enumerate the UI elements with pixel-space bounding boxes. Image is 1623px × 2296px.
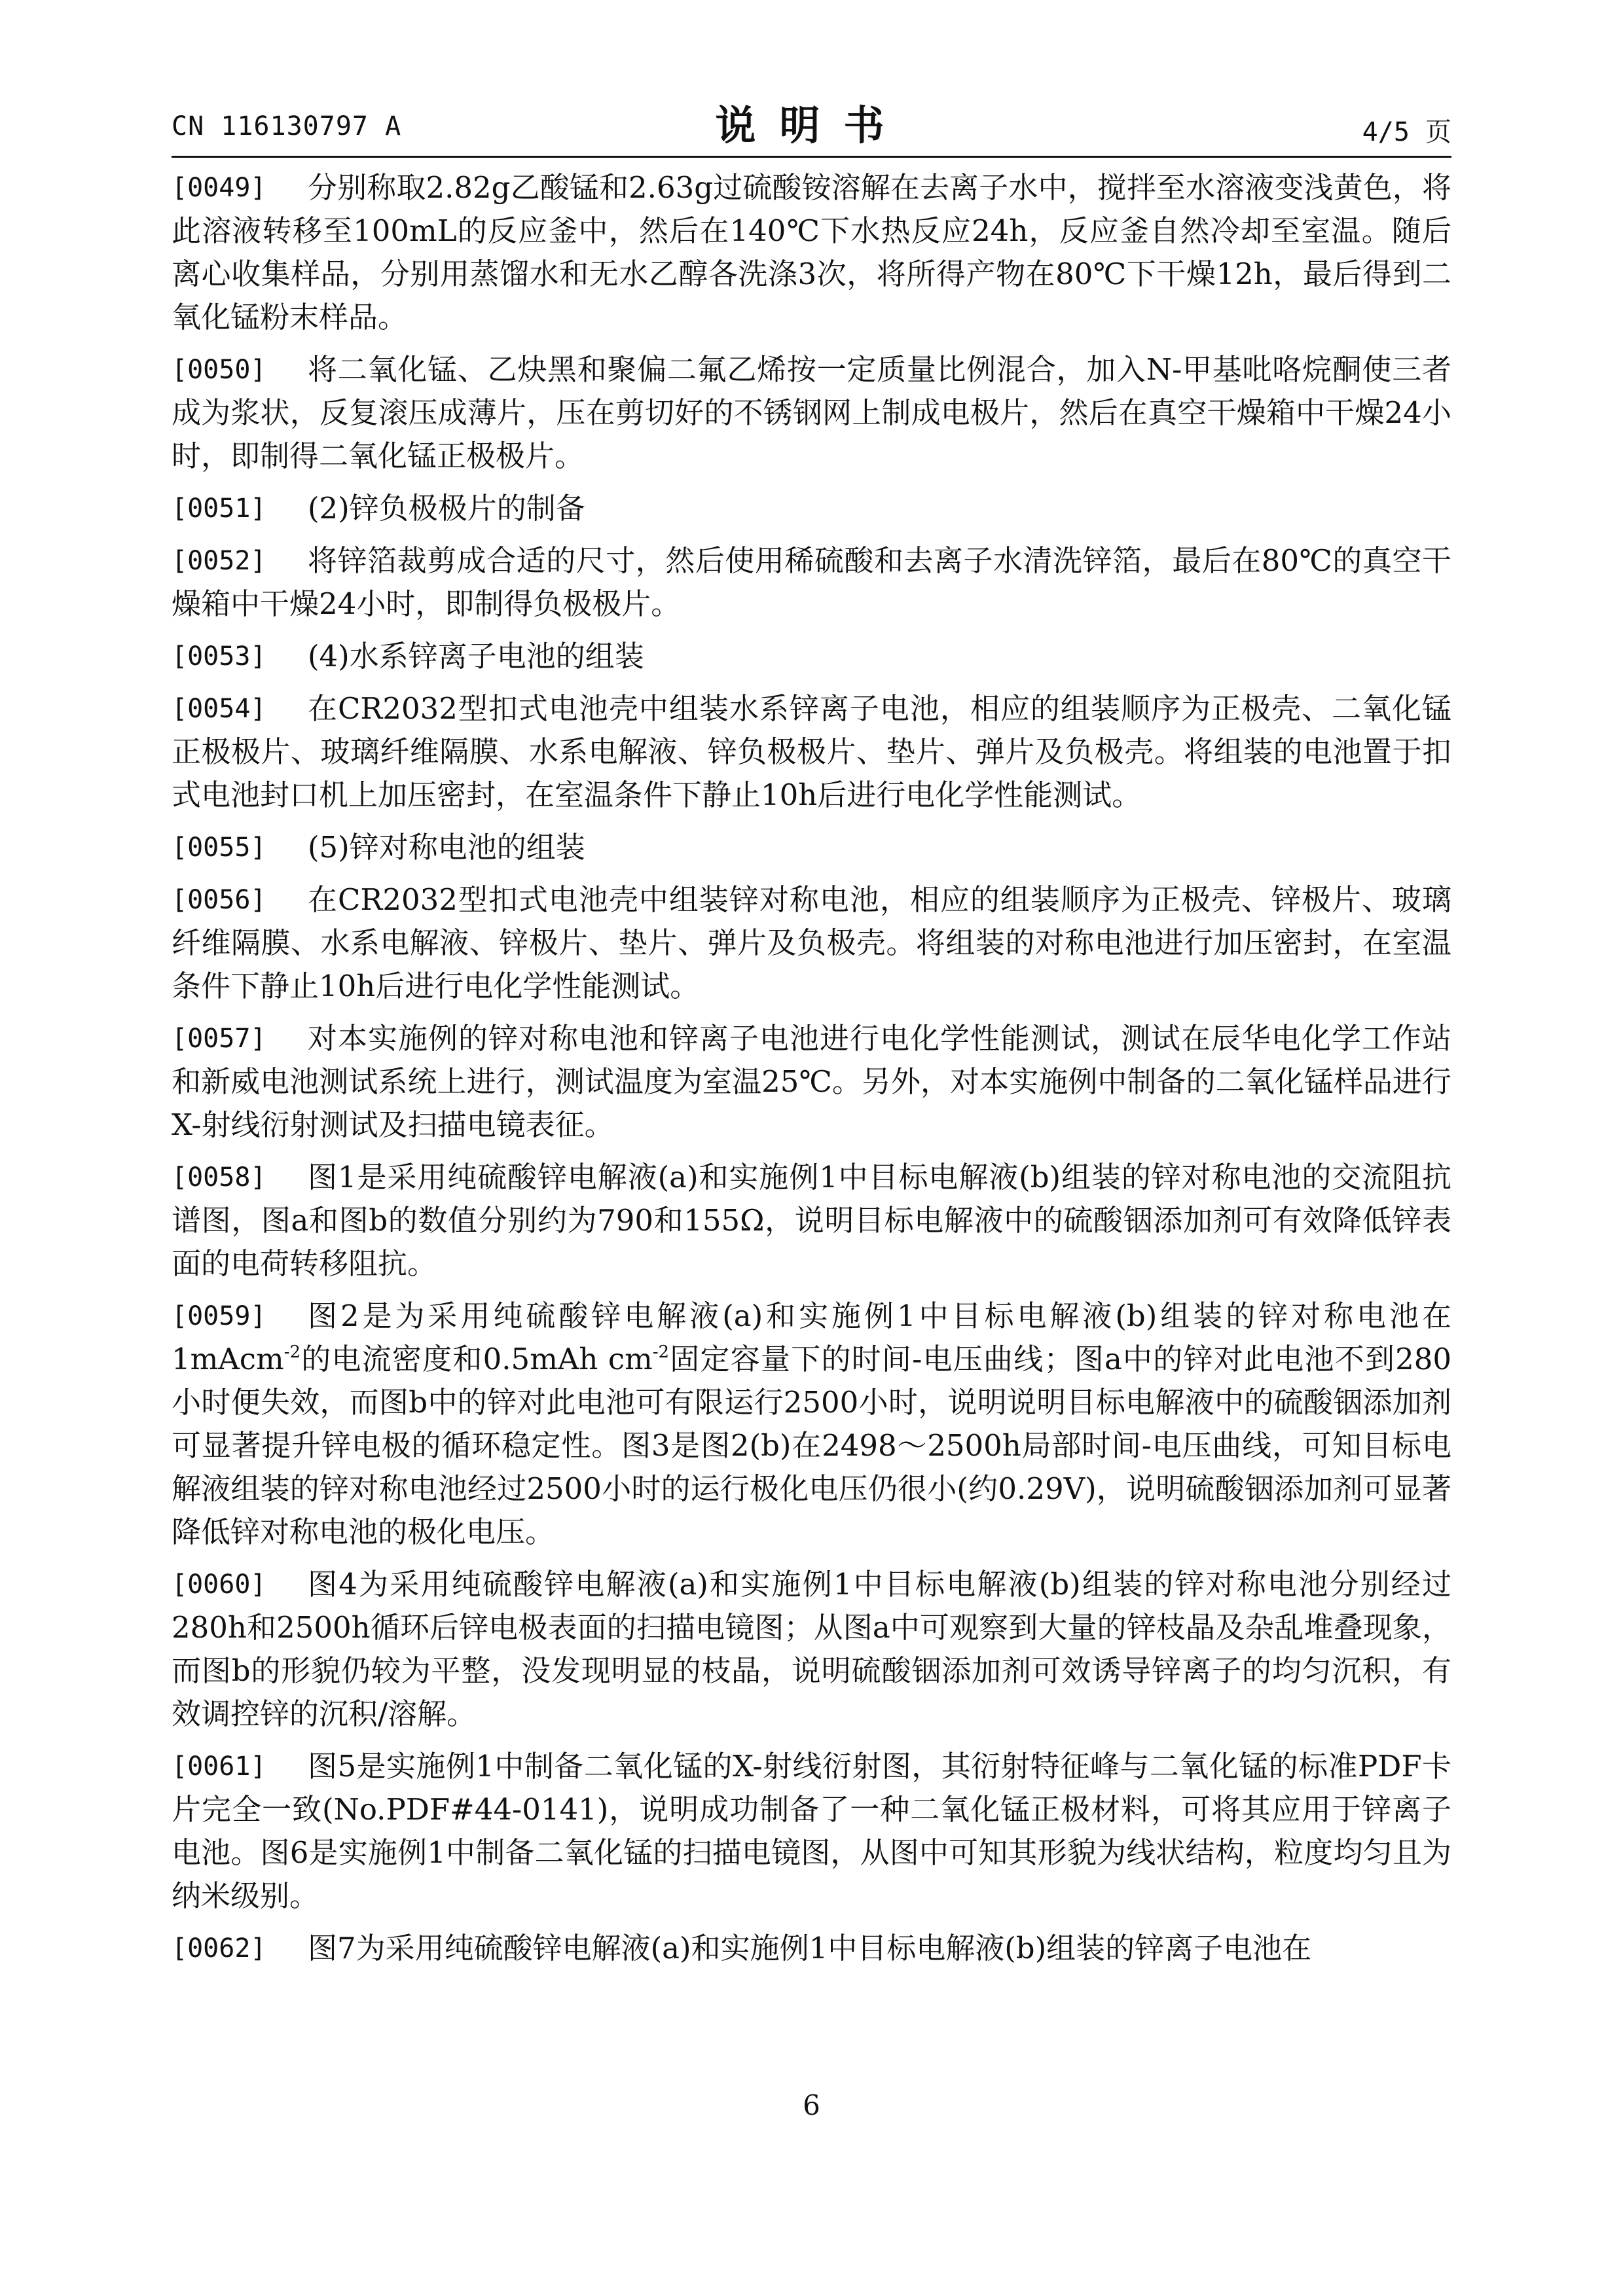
paragraph-text: 图2是为采用纯硫酸锌电解液(a)和实施例1中目标电解液(b)组装的锌对称电池在1mAcm [172,1299,1451,1376]
paragraph-text: 固定容量下的时间-电压曲线；图a中的锌对此电池不到280小时便失效，而图b中的锌对此电池可有限运行2500小时，说明说明目标电解液中的硫酸铟添加剂可显著提升锌电极的循环稳定性。图3是图2(b)在2498～2500h局部时间-电压曲线，可知目标电解液组装的锌对称电池经过2500小时的运行极化电压仍很小(约0.29V)，说明硫酸铟添加剂可显著降低锌对称电池的极化电压。 [172,1342,1451,1549]
paragraph-text: 分别称取2.82g乙酸锰和2.63g过硫酸铵溶解在去离子水中，搅拌至水溶液变浅黄色，将此溶液转移至100mL的反应釜中，然后在140℃下水热反应24h，反应釜自然冷却至室温。随后离心收集样品，分别用蒸馏水和无水乙醇各洗涤3次，将所得产物在80℃下干燥12h，最后得到二氧化锰粉末样品。 [172,170,1451,334]
paragraph-0056 [172,878,1451,1008]
document-body [172,166,1451,1979]
paragraph-text: 在CR2032型扣式电池壳中组装锌对称电池，相应的组装顺序为正极壳、锌极片、玻璃纤维隔膜、水系电解液、锌极片、垫片、弹片及负极壳。将组装的对称电池进行加压密封，在室温条件下静止10h后进行电化学性能测试。 [172,882,1451,1003]
superscript: -2 [283,1342,301,1362]
page-indicator: 4/5 页 [1362,117,1451,147]
paragraph-0061 [172,1745,1451,1918]
paragraph-text: 图1是采用纯硫酸锌电解液(a)和实施例1中目标电解液(b)组装的锌对称电池的交流阻抗谱图，图a和图b的数值分别约为790和155Ω，说明目标电解液中的硫酸铟添加剂可有效降低锌表面的电荷转移阻抗。 [172,1160,1451,1281]
paragraph-number: [0052] [172,546,266,576]
patent-number: CN 116130797 A [172,111,402,141]
paragraph-0050 [172,348,1451,478]
paragraph-0054 [172,687,1451,817]
paragraph-text: 的电流密度和0.5mAh cm [301,1342,653,1376]
header-divider [172,156,1451,158]
paragraph-0053 [172,635,1451,678]
paragraph-text: 将二氧化锰、乙炔黑和聚偏二氟乙烯按一定质量比例混合，加入N-甲基吡咯烷酮使三者成为浆状，反复滚压成薄片，压在剪切好的不锈钢网上制成电极片，然后在真空干燥箱中干燥24小时，即制得二氧化锰正极极片。 [172,352,1451,473]
paragraph-number: [0059] [172,1301,266,1331]
paragraph-number: [0049] [172,173,266,203]
page-number: 6 [803,2089,820,2121]
superscript: -2 [652,1342,670,1362]
paragraph-text: 在CR2032型扣式电池壳中组装水系锌离子电池，相应的组装顺序为正极壳、二氧化锰正极极片、玻璃纤维隔膜、水系电解液、锌负极极片、垫片、弹片及负极壳。将组装的电池置于扣式电池封口机上加压密封，在室温条件下静止10h后进行电化学性能测试。 [172,691,1451,812]
paragraph-text: 图7为采用纯硫酸锌电解液(a)和实施例1中目标电解液(b)组装的锌离子电池在 [308,1931,1312,1965]
page-title: 说明书 [715,101,908,149]
paragraph-0062 [172,1927,1451,1970]
paragraph-number: [0058] [172,1162,266,1193]
paragraph-0052 [172,539,1451,626]
paragraph-text: 将锌箔裁剪成合适的尺寸，然后使用稀硫酸和去离子水清洗锌箔，最后在80℃的真空干燥箱中干燥24小时，即制得负极极片。 [172,543,1451,621]
paragraph-number: [0050] [172,355,266,385]
paragraph-number: [0051] [172,493,266,524]
paragraph-number: [0060] [172,1570,266,1600]
paragraph-0059 [172,1295,1451,1554]
paragraph-0049 [172,166,1451,339]
paragraph-text: 图5是实施例1中制备二氧化锰的X-射线衍射图，其衍射特征峰与二氧化锰的标准PDF卡片完全一致(No.PDF#44-0141)，说明成功制备了一种二氧化锰正极材料，可将其应用于锌离子电池。图6是实施例1中制备二氧化锰的扫描电镜图，从图中可知其形貌为线状结构，粒度均匀且为纳米级别。 [172,1749,1451,1913]
paragraph-number: [0061] [172,1751,266,1782]
paragraph-0055 [172,826,1451,869]
paragraph-0060 [172,1563,1451,1736]
paragraph-number: [0057] [172,1024,266,1054]
paragraph-number: [0062] [172,1933,266,1964]
paragraph-0058 [172,1156,1451,1285]
paragraph-text: (4)水系锌离子电池的组装 [308,639,644,673]
paragraph-number: [0053] [172,641,266,672]
paragraph-number: [0054] [172,694,266,724]
paragraph-text: 对本实施例的锌对称电池和锌离子电池进行电化学性能测试，测试在辰华电化学工作站和新威电池测试系统上进行，测试温度为室温25℃。另外，对本实施例中制备的二氧化锰样品进行X-射线衍射测试及扫描电镜表征。 [172,1021,1451,1142]
paragraph-number: [0055] [172,833,266,863]
paragraph-0051 [172,487,1451,530]
paragraph-0057 [172,1017,1451,1147]
paragraph-text: 图4为采用纯硫酸锌电解液(a)和实施例1中目标电解液(b)组装的锌对称电池分别经过280h和2500h循环后锌电极表面的扫描电镜图；从图a中可观察到大量的锌枝晶及杂乱堆叠现象，而图b的形貌仍较为平整，没发现明显的枝晶，说明硫酸铟添加剂可效诱导锌离子的均匀沉积，有效调控锌的沉积/溶解。 [172,1567,1451,1731]
paragraph-number: [0056] [172,885,266,915]
paragraph-text: (2)锌负极极片的制备 [308,491,585,526]
paragraph-text: (5)锌对称电池的组装 [308,830,585,865]
